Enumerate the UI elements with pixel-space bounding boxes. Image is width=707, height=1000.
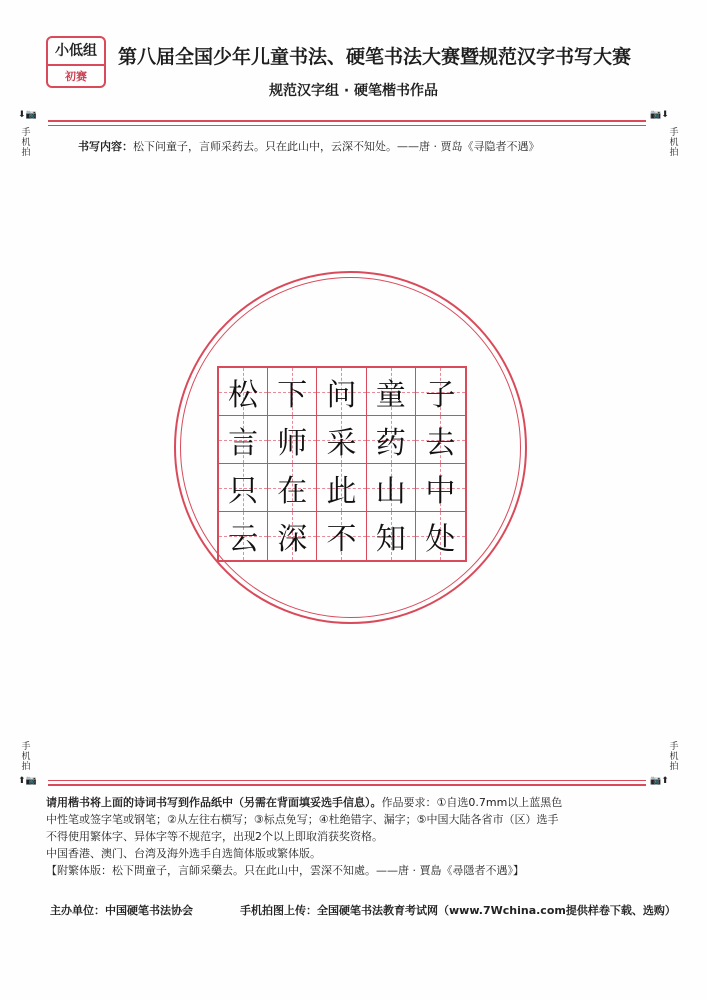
grid-cell (317, 368, 366, 416)
grid-cell (317, 416, 366, 464)
page-subtitle: 规范汉字组 · 硬笔楷书作品 (268, 83, 439, 99)
grid-char: 中 (425, 473, 456, 509)
grid-cell (416, 416, 465, 464)
grid-cell (219, 416, 268, 464)
grid-char: 言 (228, 425, 259, 461)
grid-cell (268, 368, 317, 416)
camera-arrow-icon: ⬆📷 (18, 776, 37, 786)
writing-content-text: 松下问童子，言师采药去。只在此山中，云深不知处。——唐 · 贾岛《寻隐者不遇》 (133, 140, 540, 153)
grid-char: 深 (277, 522, 308, 557)
grid-cell (219, 464, 268, 512)
grid-char: 在 (277, 473, 308, 509)
top-divider-thin (48, 125, 646, 126)
grid-char: 松 (228, 377, 259, 413)
grid-cell (416, 464, 465, 512)
requirements-line3: 不得使用繁体字、异体字等不规范字，出现2个以上即取消获奖资格。 (46, 830, 383, 843)
camera-arrow-icon: ⬇📷 (18, 110, 37, 120)
requirements-intro: 请用楷书将上面的诗词书写到作品纸中（另需在背面填妥选手信息）。 (46, 796, 382, 809)
bottom-divider-thin (48, 780, 646, 781)
requirements-line1: 作品要求：①自选0.7mm以上蓝黑色 (381, 796, 563, 809)
photo-label-top-left: 手机拍 (21, 128, 31, 158)
grid-char: 只 (228, 473, 259, 509)
bottom-divider (48, 784, 646, 786)
grid-char: 问 (326, 377, 357, 413)
grid-cell (268, 464, 317, 512)
grid-cell (317, 512, 366, 560)
grid-cell (268, 416, 317, 464)
grid-char: 下 (277, 377, 308, 413)
grid-cell (367, 512, 416, 560)
top-divider (48, 120, 646, 122)
photo-label-bottom-left: 手机拍 (21, 742, 31, 772)
grid-char: 子 (425, 377, 456, 413)
grid-cell (219, 368, 268, 416)
grid-char: 去 (425, 425, 456, 461)
grid-cell (416, 368, 465, 416)
photo-label-bottom-right: 手机拍 (669, 742, 679, 772)
grid-char: 处 (425, 522, 456, 557)
camera-arrow-icon: 📷⬆ (650, 776, 669, 786)
grid-cell (367, 416, 416, 464)
grid-char: 知 (375, 522, 406, 557)
page-title: 第八届全国少年儿童书法、硬笔书法大赛暨规范汉字书写大赛 (118, 46, 632, 68)
photo-label-top-right: 手机拍 (669, 128, 679, 158)
grid-cell (219, 512, 268, 560)
upload-text: 手机拍图上传：全国硬笔书法教育考试网（www.7Wchina.com提供样卷下载、选购） (240, 904, 676, 917)
grid-cell (367, 464, 416, 512)
grid-cell (317, 464, 366, 512)
badge-group-label: 小低组 (48, 38, 104, 66)
grid-char: 不 (326, 522, 357, 557)
grid-char: 山 (375, 473, 406, 509)
requirements-block (46, 794, 666, 879)
writing-content (78, 138, 540, 154)
grid-char: 采 (326, 425, 357, 461)
grid-char: 师 (277, 425, 308, 461)
grid-char: 童 (375, 377, 406, 413)
organizer-text: 主办单位：中国硬笔书法协会 (50, 904, 193, 917)
grid-cell (416, 512, 465, 560)
grid-cell (367, 368, 416, 416)
writing-content-label: 书写内容： (78, 140, 133, 153)
requirements-line2: 中性笔或签字笔或钢笔；②从左往右横写；③标点免写；④杜绝错字、漏字；⑤中国大陆各省市（区）选手 (46, 813, 559, 826)
requirements-traditional: 【附繁体版：松下問童子，言師采藥去。只在此山中，雲深不知處。——唐 · 賈島《尋隱者不遇》】 (46, 864, 524, 877)
requirements-line4: 中国香港、澳门、台湾及海外选手自选简体版或繁体版。 (46, 847, 321, 860)
badge-round-label: 初赛 (65, 70, 87, 83)
grid-char: 云 (228, 522, 259, 557)
grid-char: 此 (326, 473, 357, 509)
grid-char: 药 (375, 425, 406, 461)
camera-arrow-icon: 📷⬇ (650, 110, 669, 120)
writing-grid (217, 366, 467, 562)
grid-cell (268, 512, 317, 560)
